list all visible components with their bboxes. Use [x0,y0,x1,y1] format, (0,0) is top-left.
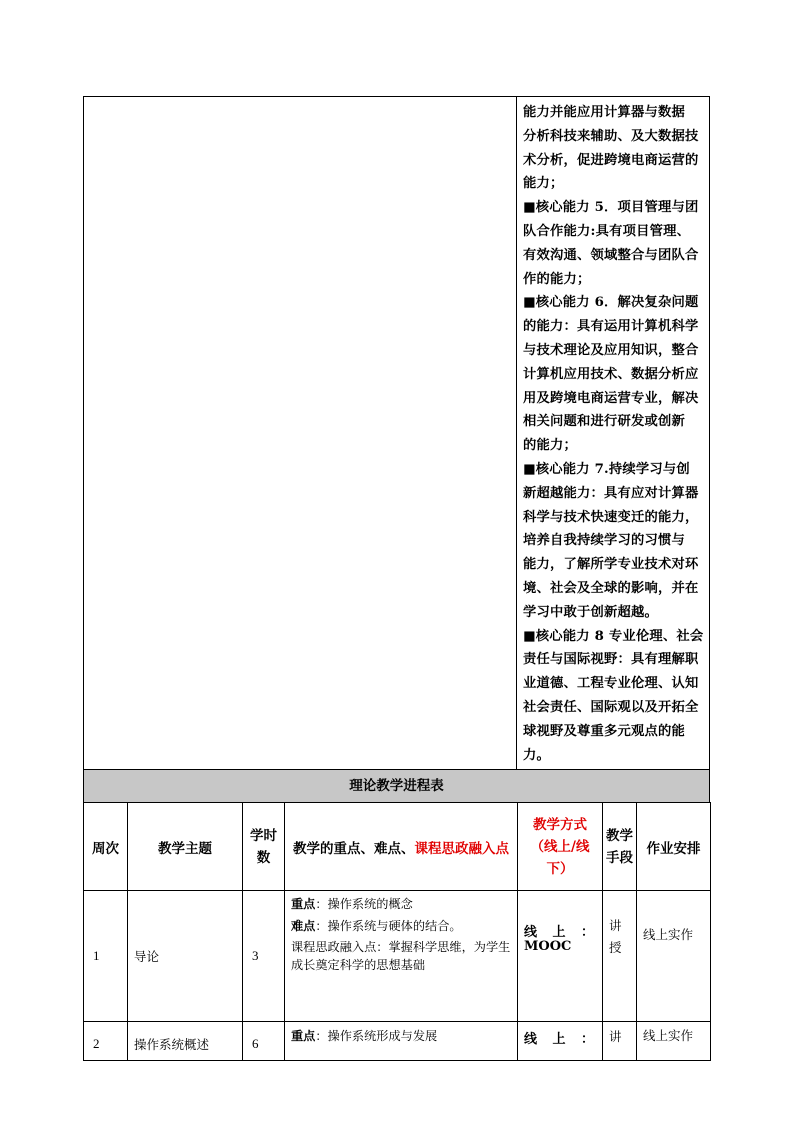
capability-line: 力。 [523,747,550,763]
header-hours-line2: 数 [256,849,271,866]
key-point-line [291,1026,513,1046]
capability-line: 队合作能力:具有项目管理、 [523,223,691,239]
capability-line: 学习中敢于创新超越。 [523,604,658,620]
capability-line: 用及跨境电商运营专业，解决 [523,390,699,406]
header-key-points-black: 教学的重点、难点、 [293,840,415,857]
capability-line: ■核心能力 7.持续学习与创 [523,461,690,477]
capability-line: 分析科技来辅助、及大数据技 [523,128,699,144]
mode-cell [518,891,603,1022]
capability-line: 新超越能力：具有应对计算器 [523,485,699,501]
capability-line: 球视野及尊重多元观点的能 [523,723,685,739]
homework-cell: 线上实作 [637,891,711,1022]
capability-line: 能力，了解所学专业技术对环 [523,557,699,573]
capability-line: 能力； [523,176,564,192]
table-row [84,891,711,1022]
capability-line: 计算机应用技术、数据分析应 [523,366,699,382]
empty-left-cell [84,97,517,769]
key-label: 重点 [291,1029,316,1043]
mode-char: 线 [524,1032,538,1047]
mode-line [524,921,594,940]
header-topic: 教学主题 [128,803,243,891]
header-means-line2: 手段 [606,849,633,866]
capability-line: ■核心能力 6．解决复杂问题 [523,295,699,311]
means-char: 讲 [609,918,622,933]
key-text: ：操作系统的概念 [315,897,413,911]
key-points-cell [285,891,518,1022]
capability-line: 科学与技术快速变迁的能力， [523,509,699,525]
topic-cell: 操作系统概述 [128,1022,243,1061]
difficulty-label: 难点 [291,919,316,933]
difficulty-text: ：操作系统与硬体的结合。 [315,919,462,933]
header-mode-line2: （线上/线 [530,838,590,855]
mode-cell [518,1022,603,1061]
capability-line: 与技术理论及应用知识，整合 [523,342,699,358]
means-char: 讲 [609,1029,622,1044]
means-cell [603,891,637,1022]
header-mode-line1: 教学方式 [533,816,587,833]
mode-platform: MOOC [524,939,572,954]
ideology-line: 课程思政融入点：掌握科学思维，为学生成长奠定科学的思想基础 [291,940,511,972]
mode-char: 上 [552,1032,566,1047]
header-hours-line1: 学时 [250,827,277,844]
header-homework: 作业安排 [637,803,711,891]
capability-line: 业道德、工程专业伦理、认知 [523,676,699,692]
capability-table [83,96,710,770]
mode-line [524,1028,594,1047]
capability-line: 相关问题和进行研发或创新 [523,414,685,430]
mode-char: 线 [524,925,538,940]
capability-line: 培养自我持续学习的习惯与 [523,533,685,549]
week-cell: 1 [84,891,128,1022]
mode-char: ： [580,925,594,940]
capability-line: 的能力； [523,438,577,454]
mode-char: ： [580,1032,594,1047]
header-week: 周次 [84,803,128,891]
header-hours [243,803,285,891]
key-label: 重点 [291,897,316,911]
means-cell [603,1022,637,1061]
table-row [84,1022,711,1061]
capability-line: 作的能力； [523,271,591,287]
key-points-cell [285,1022,518,1061]
schedule-table [83,802,711,1061]
section-title: 理论教学进程表 [83,769,710,803]
capability-line: 社会责任、国际观以及开拓全 [523,699,699,715]
capability-line: 能力并能应用计算器与数据 [523,105,685,120]
header-row [84,803,711,891]
key-point-line [291,894,513,914]
header-key-points [285,803,518,891]
header-means-line1: 教学 [606,827,633,844]
header-means [603,803,637,891]
capability-cell [517,97,709,769]
capability-line: 术分析，促进跨境电商运营的 [523,152,699,168]
capability-line: 境、社会及全球的影响，并在 [523,580,699,596]
capability-line: 有效沟通、领域整合与团队合 [523,247,699,263]
week-cell: 2 [84,1022,128,1061]
hours-cell: 3 [243,891,285,1022]
homework-cell: 线上实作 [637,1022,711,1061]
header-mode [518,803,603,891]
difficulty-line [291,916,513,936]
mode-char: 上 [552,925,566,940]
hours-cell: 6 [243,1022,285,1061]
topic-cell: 导论 [128,891,243,1022]
key-text: ：操作系统形成与发展 [315,1029,438,1043]
capability-line: 的能力：具有运用计算机科学 [523,319,699,335]
capability-line: ■核心能力 8 专业伦理、社会 [523,628,704,644]
capability-line: ■核心能力 5．项目管理与团 [523,200,699,216]
means-char: 授 [609,940,622,955]
header-key-points-red: 课程思政融入点 [414,840,509,857]
capability-line: 责任与国际视野：具有理解职 [523,652,699,668]
header-mode-line3: 下） [546,860,574,877]
